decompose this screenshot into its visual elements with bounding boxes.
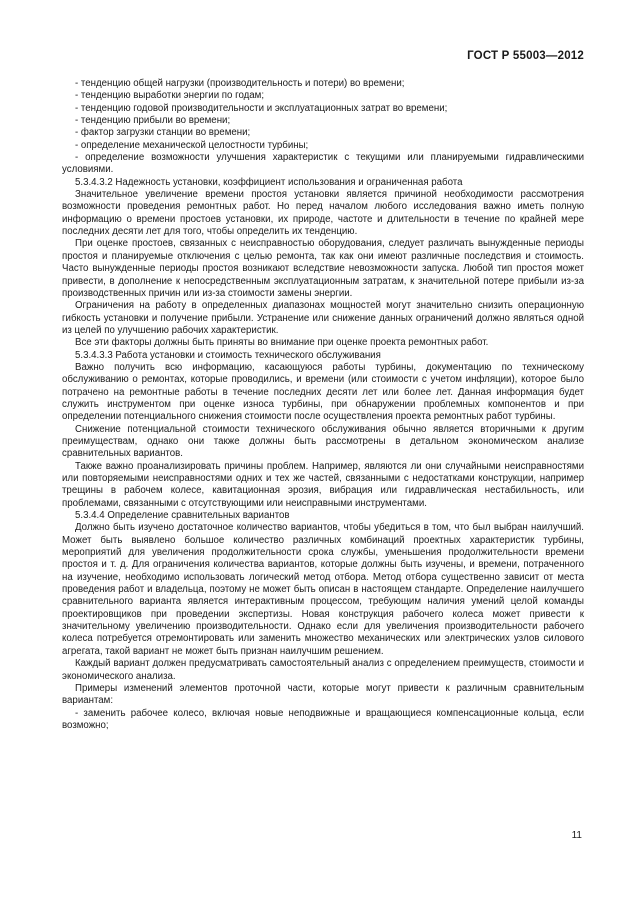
section-heading: 5.3.4.3.2 Надежность установки, коэффициент использования и ограниченная работа: [75, 176, 463, 188]
paragraph: Примеры изменений элементов проточной части, которые могут привести к различным сравнительным вариантам:: [62, 682, 584, 707]
page-number: 11: [571, 830, 582, 841]
list-item: - определение возможности улучшения характеристик с текущими или планируемыми гидравлическими условиями.: [62, 152, 584, 176]
paragraph: Снижение потенциальной стоимости технического обслуживания обычно является вторичными к другим преимуществам, однако они также должны быть рассмотрены в детальном экономическом анализе сравнительных вариантов.: [62, 423, 584, 460]
document-body: [62, 78, 584, 732]
list-item: - заменить рабочее колесо, включая новые неподвижные и вращающиеся компенсационные кольца, если возможно;: [62, 707, 584, 731]
list-item: - тенденцию общей нагрузки (производительность и потери) во времени;: [75, 78, 405, 89]
section-heading: 5.3.4.3.3 Работа установки и стоимость технического обслуживания: [75, 349, 381, 361]
paragraph: При оценке простоев, связанных с неисправностью оборудования, следует различать вынужденные периоды простоя и планируемые отключения с целью ремонта, так как они имеют различные последствия и стоимость. Часто вынужденные периоды простоя возникают вследствие невозможности запуска. Любой тип простоя может привести, в дополнение к непосредственным эксплуатационным затратам, к значительной потере прибыли из-за производственных причин или из-за стоимости замены энергии.: [62, 238, 584, 299]
list-item: - тенденцию годовой производительности и эксплуатационных затрат во времени;: [75, 102, 448, 114]
document-header: ГОСТ Р 55003—2012: [467, 50, 584, 62]
list-item: - тенденцию прибыли во времени;: [75, 115, 231, 127]
list-item: - определение механической целостности турбины;: [75, 139, 309, 151]
paragraph: Должно быть изучено достаточное количество вариантов, чтобы убедиться в том, что был выбран наилучший. Может быть выявлено большое количество различных комбинаций проектных характеристик турбины, мероприятий для увеличения продолжительности срока службы, уменьшения продолжительности времени простоя и т. д. Для ограничения количества вариантов, которые должны быть изучены, и времени, потраченного на изучение, необходимо использовать логический метод отбора. Метод отбора существенно зависит от места проведения работ и владельца, поэтому не может быть описан в настоящем стандарте. Определение наилучшего сравнительного варианта является интерактивным процессом, требующим наличия умений целой команды проектировщиков при проведении экспертизы. Новая конструкция рабочего колеса может привести к значительному увеличению производительности. Однако если для увеличения производительности рабочего колеса потребуется отремонтировать или заменить множество механических или электрических узлов силового агрегата, такой вариант не может быть признан наилучшим решением.: [62, 522, 584, 657]
section-heading: 5.3.4.4 Определение сравнительных вариантов: [75, 510, 290, 522]
list-item: - тенденцию выработки энергии по годам;: [75, 90, 265, 102]
paragraph: Ограничения на работу в определенных диапазонах мощностей могут значительно снизить операционную гибкость установки и получение прибыли. Устранение или снижение данных ограничений должно являться одной из целей по улучшению рабочих характеристик.: [62, 300, 584, 336]
list-item: - фактор загрузки станции во времени;: [75, 127, 251, 139]
paragraph: Все эти факторы должны быть приняты во внимание при оценке проекта ремонтных работ.: [75, 337, 489, 349]
paragraph: Также важно проанализировать причины проблем. Например, являются ли они случайными неисправностями или повторяемыми неисправностями одних и тех же частей, связанными с недостатками конструкции, например трещины в рабочем колесе, кавитационная эрозия, вибрация или гидравлическая нестабильность, или проблемами, связанными с отсутствующими или неисправными инструментами.: [62, 460, 584, 509]
paragraph: Каждый вариант должен предусматривать самостоятельный анализ с определением преимуществ, стоимости и экономического анализа.: [62, 658, 584, 682]
paragraph: Важно получить всю информацию, касающуюся работы турбины, документацию по техническому обслуживанию о ремонтах, которые проводились, и времени (или стоимости с учетом инфляции), которое было потрачено на ремонтные работы в течение последних десяти лет или более лет. Данная информация будет служить инструментом при оценке износа турбины, при обнаружении проблемных компонентов и при определении потенциального снижения стоимости после осуществления проекта ремонтных работ турбины.: [62, 361, 584, 423]
paragraph: Значительное увеличение времени простоя установки является причиной необходимости рассмотрения возможности проведения ремонтных работ. Но перед началом любого исследования важно иметь полную информацию о времени простоев установки, их природе, частоте и длительности в течение по крайней мере последних десяти лет для того, чтобы определить их тенденцию.: [62, 189, 584, 238]
